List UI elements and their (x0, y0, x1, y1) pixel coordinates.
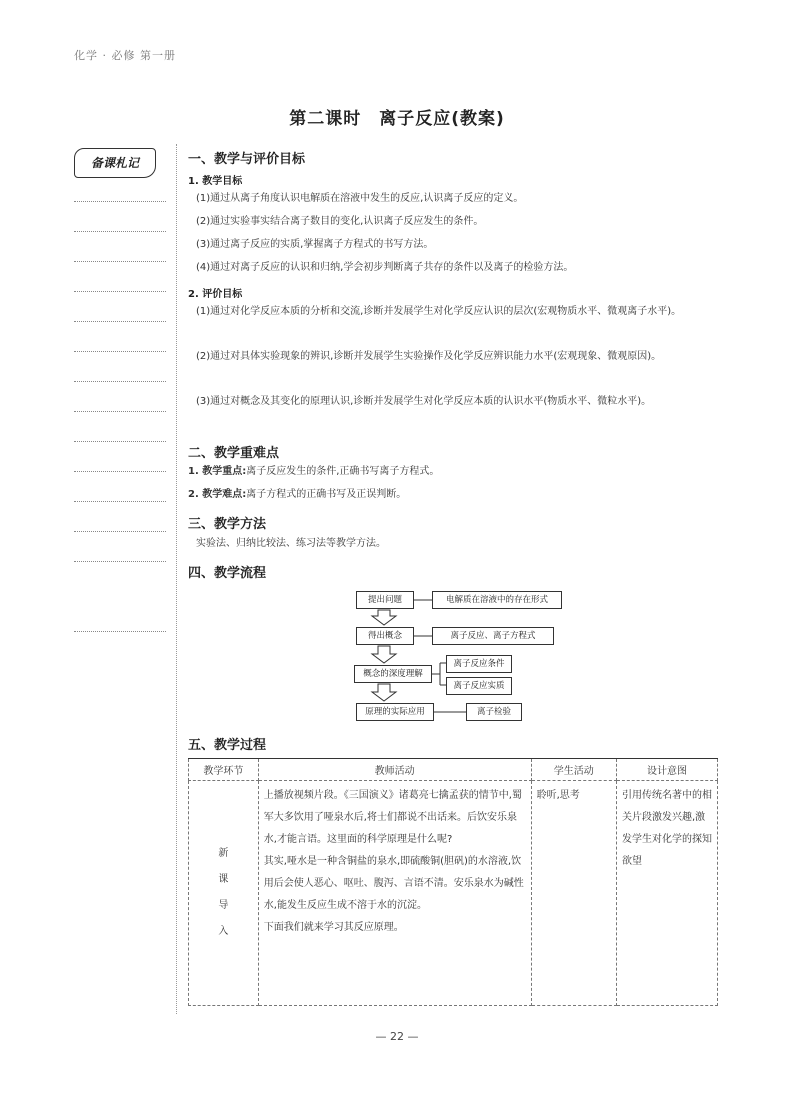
difficult-point-label: 2. 教学难点: (188, 489, 247, 500)
flow-step: 提出问题 (356, 591, 414, 609)
note-line (74, 351, 166, 352)
flow-note: 离子反应实质 (446, 677, 512, 695)
note-line (74, 561, 166, 562)
stage-cell (189, 781, 259, 1006)
student-activity-cell: 聆听,思考 (531, 781, 616, 1006)
note-line (74, 201, 166, 202)
goal-item: (2)通过实验事实结合离子数目的变化,认识离子反应发生的条件。 (196, 216, 484, 227)
flow-step: 得出概念 (356, 627, 414, 645)
flow-step: 概念的深度理解 (354, 665, 432, 683)
goal-item: (4)通过对离子反应的认识和归纳,学会初步判断离子共存的条件以及离子的检验方法。 (196, 262, 574, 273)
table-row (189, 781, 718, 1006)
note-line (74, 531, 166, 532)
flow-connectors (350, 585, 570, 725)
stage-char: 入 (218, 926, 229, 937)
note-line (74, 501, 166, 502)
section-heading: 一、教学与评价目标 (188, 152, 306, 167)
flow-note: 离子反应条件 (446, 655, 512, 673)
table-header-cell: 教学环节 (189, 759, 259, 781)
flow-step: 原理的实际应用 (356, 703, 434, 721)
eval-item: (1)通过对化学反应本质的分析和交流,诊断并发展学生对化学反应认识的层次(宏观物质水平、微观离子水平)。 (196, 306, 682, 317)
flow-note: 离子反应、离子方程式 (432, 627, 554, 645)
goal-item: (1)通过从离子角度认识电解质在溶液中发生的反应,认识离子反应的定义。 (196, 193, 524, 204)
page-number-value: 22 (390, 1030, 404, 1043)
table-header-row (189, 759, 718, 781)
table-header-cell: 设计意图 (616, 759, 717, 781)
notes-logo: 备课札记 (74, 148, 156, 178)
sidebar-divider (176, 144, 177, 1014)
eval-item: (2)通过对具体实验现象的辨识,诊断并发展学生实验操作及化学反应辨识能力水平(宏观现象、微观原因)。 (196, 351, 662, 362)
stage-char: 新 (218, 848, 229, 859)
teacher-activity-cell: 上播放视频片段。《三国演义》诸葛亮七擒孟获的情节中,蜀军大多饮用了哑泉水后,将士们都说不出话来。后饮安乐泉水,才能言语。这里面的科学原理是什么呢? 其实,哑水是一种含铜盐的泉水,即硫酸铜(胆矾)的水溶液,饮用后会使人恶心、呕吐、腹泻、言语不清。安乐泉水为碱性水,能发生反应生成不溶于水的沉淀。 下面我们就来学习其反应原理。 (258, 781, 531, 1006)
running-header: 化学 · 必修 第一册 (74, 49, 176, 62)
design-intent-cell: 引用传统名著中的相关片段激发兴趣,激发学生对化学的探知欲望 (616, 781, 717, 1006)
key-point (188, 462, 718, 482)
flow-note: 电解质在溶液中的存在形式 (432, 591, 562, 609)
stage-char: 课 (218, 874, 229, 885)
key-point-text: 离子反应发生的条件,正确书写离子方程式。 (246, 466, 440, 477)
section-heading: 五、教学过程 (188, 738, 267, 753)
difficult-point (188, 485, 718, 505)
method-text: 实验法、归纳比较法、练习法等教学方法。 (196, 538, 386, 549)
note-line (74, 631, 166, 632)
note-line (74, 441, 166, 442)
page-title: 第二课时 离子反应(教案) (289, 109, 505, 129)
eval-item: (3)通过对概念及其变化的原理认识,诊断并发展学生对化学反应本质的认识水平(物质水平、微粒水平)。 (196, 396, 652, 407)
stage-char: 导 (218, 900, 229, 911)
page-number: — 22 — (375, 1030, 419, 1043)
note-line (74, 471, 166, 472)
difficult-point-text: 离子方程式的正确书写及正误判断。 (246, 489, 407, 500)
table-header-cell: 学生活动 (531, 759, 616, 781)
note-line (74, 231, 166, 232)
subsection-heading: 2. 评价目标 (188, 289, 243, 300)
section-heading: 二、教学重难点 (188, 446, 280, 461)
note-line (74, 411, 166, 412)
flow-note: 离子检验 (466, 703, 522, 721)
table-header-cell: 教师活动 (258, 759, 531, 781)
goal-item: (3)通过离子反应的实质,掌握离子方程式的书写方法。 (196, 239, 434, 250)
notes-sidebar (70, 146, 168, 646)
subsection-heading: 1. 教学目标 (188, 176, 243, 187)
section-heading: 三、教学方法 (188, 517, 267, 532)
note-line (74, 381, 166, 382)
section-heading: 四、教学流程 (188, 566, 267, 581)
key-point-label: 1. 教学重点: (188, 466, 247, 477)
note-line (74, 321, 166, 322)
note-line (74, 261, 166, 262)
flow-chart (350, 585, 570, 720)
teaching-process-table (188, 758, 718, 1006)
note-line (74, 291, 166, 292)
